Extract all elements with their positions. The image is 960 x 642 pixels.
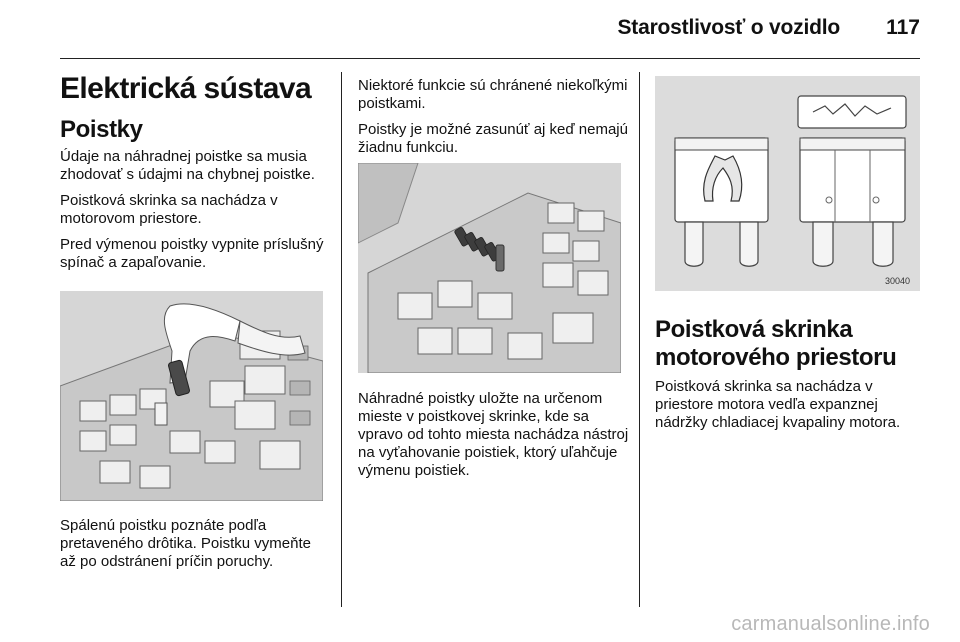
watermark: carmanualsonline.info (731, 613, 930, 635)
paragraph-spare-fuses-storage: Náhradné poistky uložte na určenom mieste v poistkovej skrinke, kde sa vpravo od tohto miesta nachádza nástroj na vyťahovanie poistiek, ktorý uľahčuje výmenu poistiek. (358, 390, 629, 479)
paragraph-spare-fuse: Údaje na náhradnej poistke sa musia zhodovať s údajmi na chybnej poistke. (60, 148, 315, 183)
page-header (60, 14, 920, 59)
fuse-types-illustration (655, 76, 920, 291)
column-1 (60, 72, 330, 280)
paragraph-switch-off: Pred výmenou poistky vypnite príslušný spínač a zapaľovanie. (60, 236, 324, 271)
section-title-engine-fuse-box: Poistková skrinka motorového priestoru (655, 316, 897, 371)
figure-fuse-box (358, 163, 621, 373)
fuse-box-illustration (358, 163, 621, 373)
figure-code: 30040 (885, 276, 911, 286)
page-number: 117 (886, 16, 920, 39)
column-divider-left (341, 72, 342, 607)
column-divider-right (639, 72, 640, 607)
paragraph-multiple-fuses: Niektoré funkcie sú chránené niekoľkými poistkami. (358, 77, 628, 112)
running-title: Starostlivosť o vozidlo (617, 16, 840, 39)
paragraph-blown-fuse: Spálenú poistku poznáte podľa pretaveného drôtika. Poistku vymeňte až po odstránení príčin poruchy. (60, 517, 311, 570)
figure-fuse-removal (60, 291, 323, 501)
column-2-bottom (358, 390, 630, 488)
column-2 (358, 77, 630, 165)
paragraph-fuse-box-location: Poistková skrinka sa nachádza v motorovom priestore. (60, 192, 278, 227)
column-3 (655, 316, 925, 440)
column-1-bottom (60, 517, 330, 579)
chapter-title: Elektrická sústava (60, 72, 312, 105)
figure-fuse-types (655, 76, 920, 291)
paragraph-insert-fuses: Poistky je možné zasunúť aj keď nemajú žiadnu funkciu. (358, 121, 628, 156)
paragraph-engine-fuse-box-location: Poistková skrinka sa nachádza v priestore motora vedľa expanznej nádržky chladiacej kvapaliny motora. (655, 378, 901, 431)
fuse-box-hand-illustration (60, 291, 323, 501)
section-title-fuses: Poistky (60, 116, 143, 143)
